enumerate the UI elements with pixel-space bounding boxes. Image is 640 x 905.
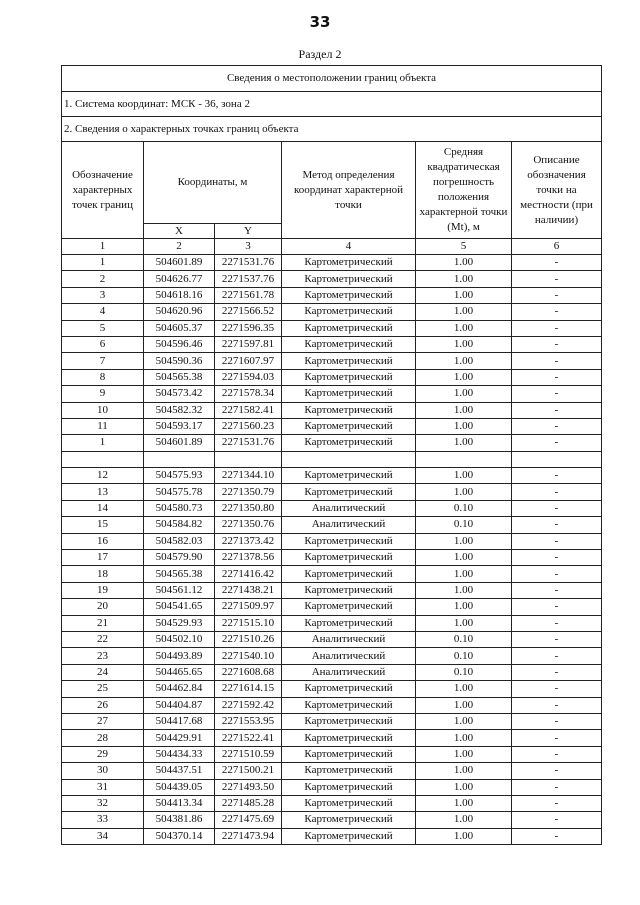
cell-description: -	[512, 255, 602, 271]
cell-accuracy: 1.00	[416, 336, 512, 352]
table-row	[62, 304, 602, 320]
cell-y: 2271597.81	[215, 336, 282, 352]
table-row	[62, 664, 602, 680]
cell-x: 504582.32	[144, 402, 215, 418]
cell-point-number: 6	[62, 336, 144, 352]
cell-method: Картометрический	[282, 402, 416, 418]
cell-y: 2271473.94	[215, 828, 282, 844]
cell-y: 2271344.10	[215, 468, 282, 484]
table-row	[62, 795, 602, 811]
cell-point-number: 9	[62, 386, 144, 402]
cell-description: -	[512, 599, 602, 615]
cell-accuracy: 0.10	[416, 631, 512, 647]
header-description: Описание обозначения точки на местности (при наличии)	[512, 142, 602, 239]
cell-point-number: 14	[62, 500, 144, 516]
table-row	[62, 681, 602, 697]
cell-x: 504579.90	[144, 550, 215, 566]
cell-description: -	[512, 730, 602, 746]
cell-x: 504580.73	[144, 500, 215, 516]
cell-x: 504561.12	[144, 582, 215, 598]
cell-description: -	[512, 418, 602, 434]
cell-x: 504413.34	[144, 795, 215, 811]
cell-y: 2271510.26	[215, 631, 282, 647]
cell-point-number: 11	[62, 418, 144, 434]
cell-point-number: 26	[62, 697, 144, 713]
header-point-designation: Обозначение характерных точек границ	[62, 142, 144, 239]
cell-y: 2271500.21	[215, 763, 282, 779]
cell-x	[144, 451, 215, 467]
table-row	[62, 468, 602, 484]
table-row	[62, 435, 602, 451]
cell-point-number: 15	[62, 517, 144, 533]
cell-y: 2271614.15	[215, 681, 282, 697]
table-row	[62, 730, 602, 746]
points-section-line: 2. Сведения о характерных точках границ объекта	[62, 117, 602, 142]
cell-x: 504618.16	[144, 287, 215, 303]
cell-description: -	[512, 435, 602, 451]
cell-accuracy: 1.00	[416, 730, 512, 746]
cell-point-number: 29	[62, 746, 144, 762]
table-row	[62, 500, 602, 516]
cell-method: Картометрический	[282, 795, 416, 811]
table-row	[62, 713, 602, 729]
table-row	[62, 779, 602, 795]
column-number: 1	[62, 239, 144, 255]
cell-method: Картометрический	[282, 320, 416, 336]
cell-method: Картометрический	[282, 697, 416, 713]
cell-accuracy: 1.00	[416, 779, 512, 795]
header-method: Метод определения координат характерной точки	[282, 142, 416, 239]
table-row	[62, 369, 602, 385]
cell-x: 504565.38	[144, 369, 215, 385]
cell-accuracy: 1.00	[416, 271, 512, 287]
cell-method: Картометрический	[282, 386, 416, 402]
cell-x: 504601.89	[144, 435, 215, 451]
cell-description: -	[512, 648, 602, 664]
cell-y: 2271578.34	[215, 386, 282, 402]
cell-accuracy: 1.00	[416, 599, 512, 615]
header-accuracy: Средняя квадратическая погрешность положения характерной точки (Mt), м	[416, 142, 512, 239]
cell-point-number: 12	[62, 468, 144, 484]
table-row	[62, 615, 602, 631]
cell-point-number: 16	[62, 533, 144, 549]
header-coordinates: Координаты, м	[144, 142, 282, 224]
cell-point-number: 19	[62, 582, 144, 598]
cell-point-number: 17	[62, 550, 144, 566]
cell-description: -	[512, 779, 602, 795]
cell-method: Картометрический	[282, 779, 416, 795]
cell-x: 504417.68	[144, 713, 215, 729]
cell-description: -	[512, 615, 602, 631]
cell-accuracy: 0.10	[416, 664, 512, 680]
cell-method: Картометрический	[282, 599, 416, 615]
cell-accuracy: 1.00	[416, 566, 512, 582]
cell-accuracy: 1.00	[416, 287, 512, 303]
cell-description: -	[512, 304, 602, 320]
cell-description: -	[512, 287, 602, 303]
cell-x: 504404.87	[144, 697, 215, 713]
cell-point-number: 25	[62, 681, 144, 697]
cell-method: Картометрический	[282, 730, 416, 746]
cell-point-number	[62, 451, 144, 467]
cell-accuracy: 1.00	[416, 550, 512, 566]
cell-method: Картометрический	[282, 828, 416, 844]
cell-x: 504573.42	[144, 386, 215, 402]
cell-x: 504437.51	[144, 763, 215, 779]
cell-point-number: 30	[62, 763, 144, 779]
cell-accuracy: 0.10	[416, 648, 512, 664]
cell-accuracy: 1.00	[416, 369, 512, 385]
cell-point-number: 20	[62, 599, 144, 615]
cell-method: Аналитический	[282, 631, 416, 647]
cell-point-number: 7	[62, 353, 144, 369]
cell-accuracy: 1.00	[416, 828, 512, 844]
table-row	[62, 828, 602, 844]
table-row	[62, 631, 602, 647]
coordinate-system-line: 1. Система координат: МСК - 36, зона 2	[62, 92, 602, 117]
cell-y: 2271416.42	[215, 566, 282, 582]
table-row	[62, 648, 602, 664]
cell-description: -	[512, 697, 602, 713]
cell-y: 2271373.42	[215, 533, 282, 549]
cell-method: Картометрический	[282, 681, 416, 697]
cell-accuracy: 1.00	[416, 533, 512, 549]
cell-method: Картометрический	[282, 255, 416, 271]
cell-accuracy: 1.00	[416, 615, 512, 631]
column-number: 5	[416, 239, 512, 255]
table-row	[62, 287, 602, 303]
cell-description: -	[512, 746, 602, 762]
table-row	[62, 386, 602, 402]
cell-accuracy: 1.00	[416, 746, 512, 762]
cell-point-number: 10	[62, 402, 144, 418]
table-row	[62, 582, 602, 598]
table-row	[62, 402, 602, 418]
cell-accuracy: 1.00	[416, 795, 512, 811]
cell-y: 2271531.76	[215, 435, 282, 451]
cell-description: -	[512, 713, 602, 729]
cell-point-number: 18	[62, 566, 144, 582]
cell-method: Картометрический	[282, 713, 416, 729]
cell-point-number: 2	[62, 271, 144, 287]
cell-description	[512, 451, 602, 467]
cell-method: Картометрический	[282, 271, 416, 287]
cell-method: Аналитический	[282, 517, 416, 533]
boundary-points-table	[61, 65, 602, 845]
cell-y: 2271510.59	[215, 746, 282, 762]
cell-accuracy: 1.00	[416, 681, 512, 697]
cell-accuracy: 1.00	[416, 320, 512, 336]
cell-method: Аналитический	[282, 648, 416, 664]
cell-point-number: 22	[62, 631, 144, 647]
cell-accuracy: 1.00	[416, 386, 512, 402]
cell-accuracy: 1.00	[416, 304, 512, 320]
cell-y: 2271540.10	[215, 648, 282, 664]
cell-description: -	[512, 402, 602, 418]
cell-x: 504626.77	[144, 271, 215, 287]
cell-x: 504575.93	[144, 468, 215, 484]
cell-accuracy: 1.00	[416, 435, 512, 451]
cell-x: 504493.89	[144, 648, 215, 664]
cell-y: 2271475.69	[215, 812, 282, 828]
cell-method: Картометрический	[282, 566, 416, 582]
cell-y: 2271537.76	[215, 271, 282, 287]
cell-method: Картометрический	[282, 746, 416, 762]
cell-x: 504381.86	[144, 812, 215, 828]
cell-x: 504575.78	[144, 484, 215, 500]
cell-point-number: 5	[62, 320, 144, 336]
cell-y: 2271350.80	[215, 500, 282, 516]
cell-method: Аналитический	[282, 664, 416, 680]
cell-accuracy: 1.00	[416, 697, 512, 713]
cell-method: Картометрический	[282, 550, 416, 566]
cell-y: 2271608.68	[215, 664, 282, 680]
cell-accuracy: 1.00	[416, 468, 512, 484]
cell-method: Картометрический	[282, 484, 416, 500]
cell-x: 504529.93	[144, 615, 215, 631]
column-number: 6	[512, 239, 602, 255]
cell-description: -	[512, 271, 602, 287]
cell-accuracy: 1.00	[416, 418, 512, 434]
cell-x: 504502.10	[144, 631, 215, 647]
cell-point-number: 33	[62, 812, 144, 828]
cell-description: -	[512, 500, 602, 516]
cell-method	[282, 451, 416, 467]
cell-point-number: 3	[62, 287, 144, 303]
cell-y: 2271566.52	[215, 304, 282, 320]
cell-point-number: 31	[62, 779, 144, 795]
cell-x: 504465.65	[144, 664, 215, 680]
table-row	[62, 255, 602, 271]
table-row	[62, 566, 602, 582]
table-row	[62, 336, 602, 352]
cell-point-number: 34	[62, 828, 144, 844]
cell-x: 504596.46	[144, 336, 215, 352]
cell-method: Картометрический	[282, 533, 416, 549]
cell-x: 504601.89	[144, 255, 215, 271]
page-number: 33	[309, 13, 331, 31]
cell-y: 2271592.42	[215, 697, 282, 713]
cell-point-number: 13	[62, 484, 144, 500]
table-row	[62, 484, 602, 500]
cell-description: -	[512, 336, 602, 352]
table-row	[62, 517, 602, 533]
table-row	[62, 746, 602, 762]
table-row	[62, 271, 602, 287]
cell-y: 2271350.79	[215, 484, 282, 500]
cell-point-number: 4	[62, 304, 144, 320]
cell-y: 2271350.76	[215, 517, 282, 533]
cell-x: 504590.36	[144, 353, 215, 369]
section-label: Раздел 2	[298, 47, 342, 61]
cell-description: -	[512, 369, 602, 385]
cell-point-number: 1	[62, 255, 144, 271]
cell-x: 504584.82	[144, 517, 215, 533]
cell-point-number: 28	[62, 730, 144, 746]
cell-y: 2271485.28	[215, 795, 282, 811]
table-row	[62, 763, 602, 779]
cell-accuracy	[416, 451, 512, 467]
cell-description: -	[512, 566, 602, 582]
table-row	[62, 320, 602, 336]
cell-y: 2271515.10	[215, 615, 282, 631]
cell-description: -	[512, 484, 602, 500]
table-row	[62, 353, 602, 369]
header-x: X	[144, 224, 215, 239]
cell-method: Картометрический	[282, 615, 416, 631]
table-row	[62, 550, 602, 566]
cell-y: 2271378.56	[215, 550, 282, 566]
cell-x: 504593.17	[144, 418, 215, 434]
cell-x: 504370.14	[144, 828, 215, 844]
cell-y: 2271561.78	[215, 287, 282, 303]
cell-y: 2271594.03	[215, 369, 282, 385]
cell-y: 2271607.97	[215, 353, 282, 369]
cell-description: -	[512, 550, 602, 566]
cell-description: -	[512, 681, 602, 697]
cell-accuracy: 1.00	[416, 763, 512, 779]
cell-description: -	[512, 812, 602, 828]
cell-method: Картометрический	[282, 468, 416, 484]
table-row	[62, 697, 602, 713]
cell-x: 504462.84	[144, 681, 215, 697]
cell-x: 504439.05	[144, 779, 215, 795]
cell-point-number: 1	[62, 435, 144, 451]
cell-accuracy: 1.00	[416, 812, 512, 828]
cell-description: -	[512, 386, 602, 402]
table-row	[62, 533, 602, 549]
cell-y: 2271493.50	[215, 779, 282, 795]
cell-accuracy: 0.10	[416, 500, 512, 516]
cell-point-number: 21	[62, 615, 144, 631]
cell-description: -	[512, 320, 602, 336]
cell-y: 2271531.76	[215, 255, 282, 271]
cell-x: 504434.33	[144, 746, 215, 762]
cell-description: -	[512, 828, 602, 844]
cell-y: 2271560.23	[215, 418, 282, 434]
cell-y: 2271582.41	[215, 402, 282, 418]
column-number: 2	[144, 239, 215, 255]
cell-x: 504605.37	[144, 320, 215, 336]
cell-method: Картометрический	[282, 582, 416, 598]
table-row	[62, 418, 602, 434]
header-y: Y	[215, 224, 282, 239]
cell-accuracy: 1.00	[416, 484, 512, 500]
cell-x: 504565.38	[144, 566, 215, 582]
cell-point-number: 32	[62, 795, 144, 811]
cell-method: Картометрический	[282, 763, 416, 779]
cell-y: 2271596.35	[215, 320, 282, 336]
cell-description: -	[512, 631, 602, 647]
column-number: 4	[282, 239, 416, 255]
cell-description: -	[512, 664, 602, 680]
cell-method: Картометрический	[282, 812, 416, 828]
cell-y: 2271509.97	[215, 599, 282, 615]
cell-description: -	[512, 795, 602, 811]
cell-description: -	[512, 763, 602, 779]
cell-point-number: 8	[62, 369, 144, 385]
cell-point-number: 23	[62, 648, 144, 664]
cell-accuracy: 0.10	[416, 517, 512, 533]
cell-method: Картометрический	[282, 369, 416, 385]
cell-x: 504541.65	[144, 599, 215, 615]
cell-x: 504620.96	[144, 304, 215, 320]
cell-accuracy: 1.00	[416, 713, 512, 729]
cell-x: 504429.91	[144, 730, 215, 746]
cell-description: -	[512, 582, 602, 598]
cell-method: Аналитический	[282, 500, 416, 516]
cell-y: 2271438.21	[215, 582, 282, 598]
cell-y: 2271553.95	[215, 713, 282, 729]
cell-accuracy: 1.00	[416, 402, 512, 418]
cell-point-number: 27	[62, 713, 144, 729]
cell-method: Картометрический	[282, 353, 416, 369]
cell-description: -	[512, 353, 602, 369]
cell-point-number: 24	[62, 664, 144, 680]
cell-method: Картометрический	[282, 336, 416, 352]
table-title: Сведения о местоположении границ объекта	[62, 66, 602, 92]
cell-y	[215, 451, 282, 467]
table-row	[62, 451, 602, 467]
cell-accuracy: 1.00	[416, 255, 512, 271]
cell-method: Картометрический	[282, 418, 416, 434]
table-row	[62, 599, 602, 615]
cell-method: Картометрический	[282, 435, 416, 451]
cell-accuracy: 1.00	[416, 582, 512, 598]
cell-method: Картометрический	[282, 304, 416, 320]
cell-accuracy: 1.00	[416, 353, 512, 369]
cell-description: -	[512, 533, 602, 549]
cell-y: 2271522.41	[215, 730, 282, 746]
cell-method: Картометрический	[282, 287, 416, 303]
table-row	[62, 812, 602, 828]
cell-description: -	[512, 468, 602, 484]
cell-x: 504582.03	[144, 533, 215, 549]
column-number: 3	[215, 239, 282, 255]
cell-description: -	[512, 517, 602, 533]
